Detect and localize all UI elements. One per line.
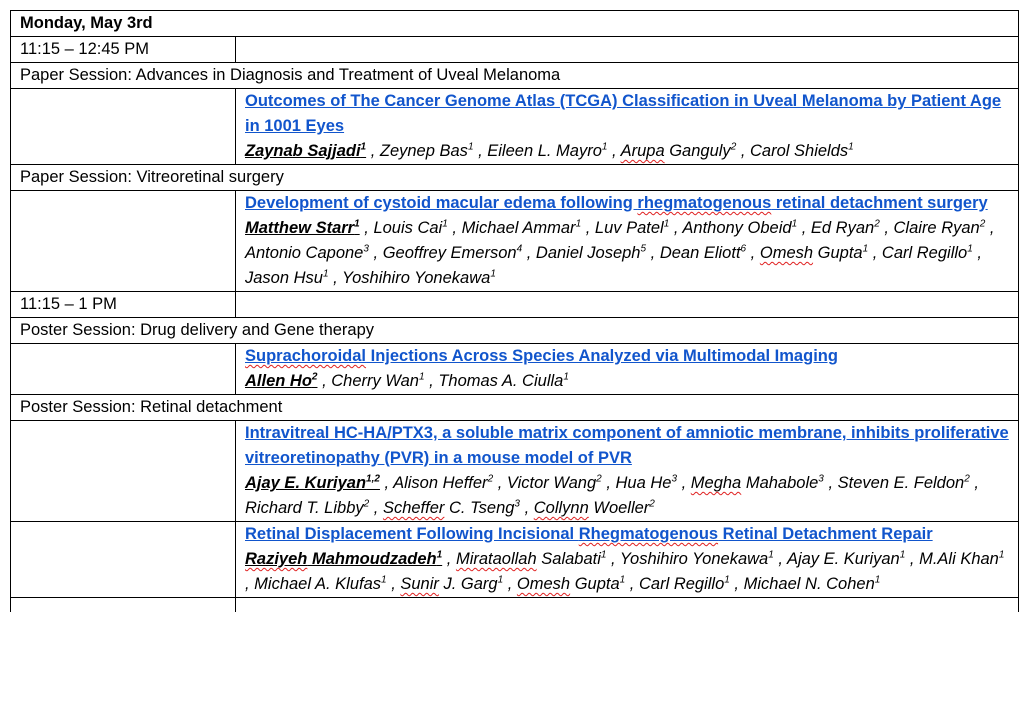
paper-authors: Allen Ho$^2$ , Cherry Wan$^1$ , Thomas A. Ciulla$^1$ [245, 371, 569, 390]
spellcheck-word: Rhegmatogenous [578, 525, 719, 543]
time-cell: 11:15 – 1 PM [11, 292, 236, 318]
author: Daniel Joseph$^5$ [535, 243, 647, 262]
paper-row [11, 89, 1019, 165]
paper-title-link[interactable]: Intravitreal HC-HA/PTX3, a soluble matrix component of amniotic membrane, inhibits proliferative vitreoretinopathy (PVR) in a mouse model of PVR [245, 424, 1009, 467]
spellcheck-word: Raziyeh [245, 550, 308, 568]
author: Mirataollah Salabati$^1$ [455, 549, 607, 568]
paper-row [11, 522, 1019, 598]
paper-cell [236, 421, 1019, 522]
spellcheck-word: rhegmatogenous [637, 194, 772, 212]
author: M.Ali Khan$^1$ [919, 549, 1005, 568]
session-heading: Poster Session: Retinal detachment [11, 395, 1019, 421]
session-row [11, 395, 1019, 421]
paper-row [11, 344, 1019, 395]
author: Steven E. Feldon$^2$ [837, 473, 970, 492]
paper-cell [236, 191, 1019, 292]
paper-empty-cell [11, 191, 236, 292]
author: Carl Regillo$^1$ [638, 574, 730, 593]
time-row [11, 292, 1019, 318]
trailing-row [11, 598, 1019, 612]
spellcheck-word: Mirataollah [455, 550, 537, 568]
paper-title-link[interactable]: Development of cystoid macular edema following rhegmatogenous retinal detachment surgery [245, 194, 988, 212]
presenting-author: Allen Ho$^2$ [245, 371, 318, 390]
session-heading: Paper Session: Advances in Diagnosis and Treatment of Uveal Melanoma [11, 63, 1019, 89]
paper-authors: Raziyeh Mahmoudzadeh$^1$ , Mirataollah Salabati$^1$ , Yoshihiro Yonekawa$^1$ , Ajay E. Kuriyan$^1$ , M.Ali Khan$^1$ , Michael A. Klufas$^1$ , Sunir J. Garg$^1$ , Omesh Gupta$^1$ , Carl Regillo$^1$ , Michael N. Cohen$^1$ [245, 549, 1005, 593]
session-row [11, 318, 1019, 344]
author: Hua He$^3$ [615, 473, 678, 492]
spellcheck-word: Megha [690, 474, 742, 492]
presenting-author: Ajay E. Kuriyan$^{1,2}$ [245, 473, 380, 492]
paper-cell [236, 89, 1019, 165]
author: Carol Shields$^1$ [750, 141, 854, 160]
author: Luv Patel$^1$ [594, 218, 670, 237]
author: Antonio Capone$^3$ [245, 243, 369, 262]
author: Anthony Obeid$^1$ [682, 218, 798, 237]
paper-title-link[interactable]: Suprachoroidal Injections Across Species Analyzed via Multimodal Imaging [245, 347, 838, 365]
day-heading: Monday, May 3rd [11, 11, 1019, 37]
presenting-author: Zaynab Sajjadi$^1$ [245, 141, 367, 160]
paper-title [245, 89, 1009, 139]
author: Yoshihiro Yonekawa$^1$ [342, 268, 496, 287]
paper-authors: Zaynab Sajjadi$^1$ , Zeynep Bas$^1$ , Eileen L. Mayro$^1$ , Arupa Ganguly$^2$ , Carol Shields$^1$ [245, 141, 854, 160]
paper-title [245, 522, 1009, 547]
author: Zeynep Bas$^1$ [379, 141, 474, 160]
session-heading: Paper Session: Vitreoretinal surgery [11, 165, 1019, 191]
paper-empty-cell [11, 522, 236, 598]
author: Omesh Gupta$^1$ [759, 243, 869, 262]
time-empty-cell [236, 37, 1019, 63]
paper-title [245, 191, 1009, 216]
spellcheck-word: Omesh [759, 244, 814, 262]
author: Alison Heffer$^2$ [393, 473, 494, 492]
author: Megha Mahabole$^3$ [690, 473, 824, 492]
author: Eileen L. Mayro$^1$ [487, 141, 608, 160]
paper-title-link[interactable]: Retinal Displacement Following Incisional Rhegmatogenous Retinal Detachment Repair [245, 525, 933, 543]
time-cell: 11:15 – 12:45 PM [11, 37, 236, 63]
spellcheck-word: Collynn [533, 499, 589, 517]
schedule-body [11, 11, 1019, 612]
author: Louis Cai$^1$ [373, 218, 448, 237]
spellcheck-word: Scheffer [382, 499, 445, 517]
author: Michael Ammar$^1$ [461, 218, 582, 237]
author: Ajay E. Kuriyan$^1$ [786, 549, 906, 568]
author: Arupa Ganguly$^2$ [620, 141, 737, 160]
author: Collynn Woeller$^2$ [533, 498, 655, 517]
paper-title [245, 344, 1009, 369]
author: Yoshihiro Yonekawa$^1$ [619, 549, 774, 568]
author: Thomas A. Ciulla$^1$ [438, 371, 569, 390]
presenting-author: Matthew Starr$^1$ [245, 218, 360, 237]
author: Jason Hsu$^1$ [245, 268, 329, 287]
author: Victor Wang$^2$ [506, 473, 602, 492]
trailing-cell [236, 598, 1019, 612]
day-row [11, 11, 1019, 37]
author: Scheffer C. Tseng$^3$ [382, 498, 520, 517]
paper-row [11, 191, 1019, 292]
spellcheck-word: Sunir [400, 575, 439, 593]
schedule-table [10, 10, 1019, 612]
paper-cell [236, 344, 1019, 395]
paper-authors: Ajay E. Kuriyan$^{1,2}$ , Alison Heffer$^2$ , Victor Wang$^2$ , Hua He$^3$ , Megha Mahabole$^3$ , Steven E. Feldon$^2$ , Richard T. Libby$^2$ , Scheffer C. Tseng$^3$ , Collynn Woeller$^2$ [245, 473, 979, 517]
author: Cherry Wan$^1$ [331, 371, 425, 390]
author: Michael N. Cohen$^1$ [743, 574, 881, 593]
paper-title-link[interactable]: Outcomes of The Cancer Genome Atlas (TCGA) Classification in Uveal Melanoma by Patient Age in 1001 Eyes [245, 92, 1002, 135]
presenting-author: Raziyeh Mahmoudzadeh$^1$ [245, 549, 443, 568]
spellcheck-word: Suprachoroidal [245, 347, 367, 365]
time-empty-cell [236, 292, 1019, 318]
author: Omesh Gupta$^1$ [516, 574, 626, 593]
author: Carl Regillo$^1$ [881, 243, 973, 262]
paper-empty-cell [11, 89, 236, 165]
author: Richard T. Libby$^2$ [245, 498, 370, 517]
author: Claire Ryan$^2$ [893, 218, 986, 237]
trailing-cell [11, 598, 236, 612]
author: Geoffrey Emerson$^4$ [382, 243, 523, 262]
paper-row [11, 421, 1019, 522]
paper-title [245, 421, 1009, 471]
paper-empty-cell [11, 344, 236, 395]
time-row [11, 37, 1019, 63]
author: Michael A. Klufas$^1$ [254, 574, 387, 593]
paper-cell [236, 522, 1019, 598]
session-heading: Poster Session: Drug delivery and Gene therapy [11, 318, 1019, 344]
paper-empty-cell [11, 421, 236, 522]
session-row [11, 63, 1019, 89]
spellcheck-word: Arupa [620, 142, 665, 160]
author: Ed Ryan$^2$ [810, 218, 880, 237]
spellcheck-word: Omesh [516, 575, 571, 593]
author: Sunir J. Garg$^1$ [400, 574, 504, 593]
author: Dean Eliott$^6$ [659, 243, 747, 262]
paper-authors: Matthew Starr$^1$ , Louis Cai$^1$ , Michael Ammar$^1$ , Luv Patel$^1$ , Anthony Obeid$^1$ , Ed Ryan$^2$ , Claire Ryan$^2$ , Antonio Capone$^3$ , Geoffrey Emerson$^4$ , Daniel Joseph$^5$ , Dean Eliott$^6$ , Omesh Gupta$^1$ , Carl Regillo$^1$ , Jason Hsu$^1$ , Yoshihiro Yonekawa$^1$ [245, 218, 995, 287]
session-row [11, 165, 1019, 191]
